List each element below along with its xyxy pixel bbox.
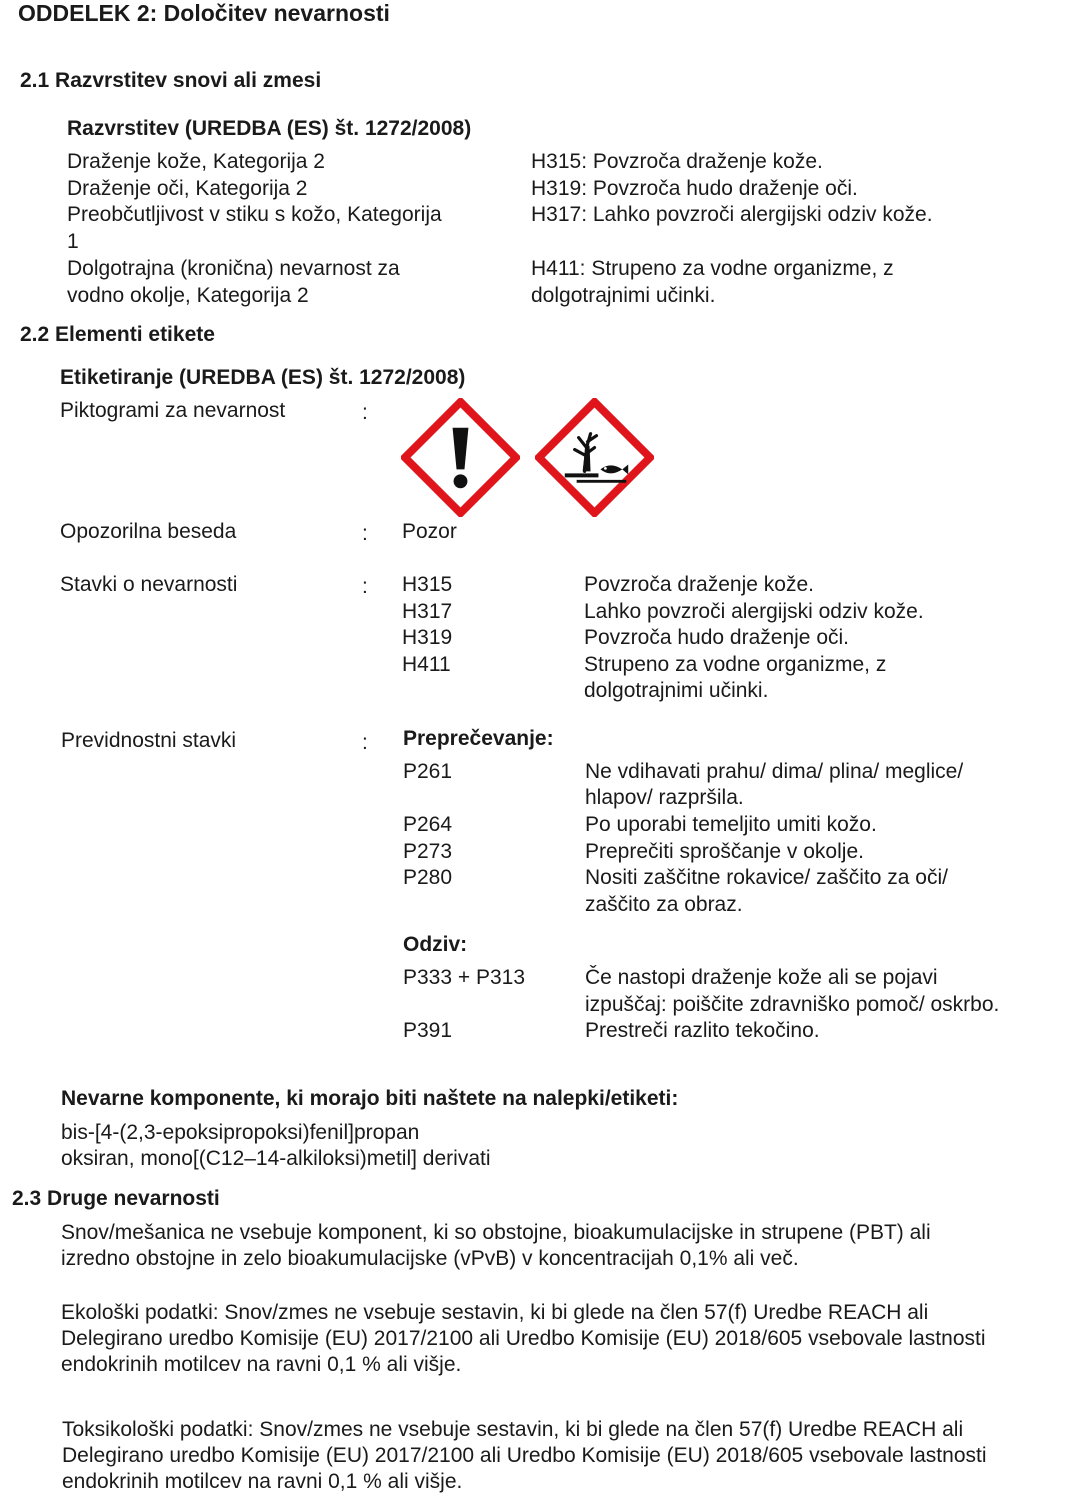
classification-class: Draženje kože, Kategorija 2 — [67, 150, 325, 173]
hazard-code: H315 — [402, 573, 453, 596]
precaution-text: Ne vdihavati prahu/ dima/ plina/ meglice/ — [585, 760, 964, 783]
precaution-code: P333 + P313 — [403, 966, 526, 989]
hazard-code: H411 — [402, 653, 451, 676]
hazard-text: Povzroča hudo draženje oči. — [584, 626, 849, 649]
hazard-text: Lahko povzroči alergijski odziv kože. — [584, 600, 924, 623]
subsection-2-1-title: 2.1 Razvrstitev snovi ali zmesi — [20, 69, 322, 92]
paragraph-line: Delegirano uredbo Komisije (EU) 2017/2100 ali Uredbo Komisije (EU) 2018/605 vsebovale lastnosti — [62, 1444, 987, 1467]
classification-class-continued: vodno okolje, Kategorija 2 — [67, 284, 309, 307]
signal-word-value: Pozor — [402, 520, 457, 543]
classification-statement: H317: Lahko povzroči alergijski odziv kože. — [531, 203, 933, 226]
hazard-code: H317 — [402, 600, 453, 623]
hazardous-components-heading: Nevarne komponente, ki morajo biti naštete na nalepki/etiketi: — [61, 1087, 679, 1110]
precaution-text-continued: hlapov/ razpršila. — [585, 786, 744, 809]
classification-statement-continued: dolgotrajnimi učinki. — [531, 284, 716, 307]
classification-class-continued: 1 — [67, 230, 79, 253]
precaution-text-continued: izpuščaj: poiščite zdravniško pomoč/ oskrbo. — [585, 993, 1000, 1016]
pictograms-label: Piktogrami za nevarnost — [60, 399, 286, 422]
paragraph-line: izredno obstojne in zelo bioakumulacijske (vPvB) v koncentracijah 0,1% ali več. — [61, 1247, 799, 1270]
classification-regulation-heading: Razvrstitev (UREDBA (ES) št. 1272/2008) — [67, 117, 472, 140]
classification-class: Dolgotrajna (kronična) nevarnost za — [67, 257, 400, 280]
precaution-code: P280 — [403, 866, 453, 889]
hazard-statements-label: Stavki o nevarnosti — [60, 573, 238, 596]
colon-separator: : — [362, 522, 368, 545]
classification-statement: H411: Strupeno za vodne organizme, z — [531, 257, 894, 280]
precaution-code: P273 — [403, 840, 453, 863]
subsection-2-2-title: 2.2 Elementi etikete — [20, 323, 215, 346]
colon-separator: : — [362, 401, 368, 424]
labelling-regulation-heading: Etiketiranje (UREDBA (ES) št. 1272/2008) — [60, 366, 466, 389]
exclamation-mark-pictogram-icon — [401, 398, 520, 517]
hazard-text: Strupeno za vodne organizme, z — [584, 653, 887, 676]
precaution-code: P391 — [403, 1019, 453, 1042]
precaution-code: P261 — [403, 760, 453, 783]
precaution-text: Preprečiti sproščanje v okolje. — [585, 840, 864, 863]
classification-statement: H319: Povzroča hudo draženje oči. — [531, 177, 858, 200]
paragraph-line: Delegirano uredbo Komisije (EU) 2017/2100 ali Uredbo Komisije (EU) 2018/605 vsebovale lastnosti — [61, 1327, 986, 1350]
colon-separator: : — [362, 575, 368, 598]
hazard-code: H319 — [402, 626, 453, 649]
hazard-text: Povzroča draženje kože. — [584, 573, 814, 596]
precaution-text: Po uporabi temeljito umiti kožo. — [585, 813, 877, 836]
paragraph-line: endokrinih motilcev na ravni 0,1 % ali višje. — [62, 1470, 463, 1493]
precaution-text: Nositi zaščitne rokavice/ zaščito za oči/ — [585, 866, 948, 889]
environment-pictogram-icon — [535, 398, 654, 517]
hazard-text-continued: dolgotrajnimi učinki. — [584, 679, 769, 702]
paragraph-line: endokrinih motilcev na ravni 0,1 % ali višje. — [61, 1353, 462, 1376]
signal-word-label: Opozorilna beseda — [60, 520, 237, 543]
paragraph-line: Ekološki podatki: Snov/zmes ne vsebuje sestavin, ki bi glede na člen 57(f) Uredbe REACH ali — [61, 1301, 929, 1324]
response-heading: Odziv: — [403, 933, 468, 956]
paragraph-line: Toksikološki podatki: Snov/zmes ne vsebuje sestavin, ki bi glede na člen 57(f) Uredbe REACH ali — [62, 1418, 964, 1441]
precaution-code: P264 — [403, 813, 453, 836]
precaution-text-continued: zaščito za obraz. — [585, 893, 743, 916]
section-title: ODDELEK 2: Določitev nevarnosti — [18, 0, 390, 26]
component-item: bis-[4-(2,3-epoksipropoksi)fenil]propan — [61, 1121, 420, 1144]
classification-class: Draženje oči, Kategorija 2 — [67, 177, 308, 200]
colon-separator: : — [362, 731, 368, 754]
precaution-text: Prestreči razlito tekočino. — [585, 1019, 820, 1042]
subsection-2-3-title: 2.3 Druge nevarnosti — [12, 1187, 220, 1210]
classification-statement: H315: Povzroča draženje kože. — [531, 150, 823, 173]
prevention-heading: Preprečevanje: — [403, 727, 554, 750]
paragraph-line: Snov/mešanica ne vsebuje komponent, ki so obstojne, bioakumulacijske in strupene (PBT) ali — [61, 1221, 931, 1244]
precaution-text: Če nastopi draženje kože ali se pojavi — [585, 966, 938, 989]
precautionary-statements-label: Previdnostni stavki — [61, 729, 237, 752]
component-item: oksiran, mono[(C12–14-alkiloksi)metil] derivati — [61, 1147, 491, 1170]
classification-class: Preobčutljivost v stiku s kožo, Kategorija — [67, 203, 442, 226]
